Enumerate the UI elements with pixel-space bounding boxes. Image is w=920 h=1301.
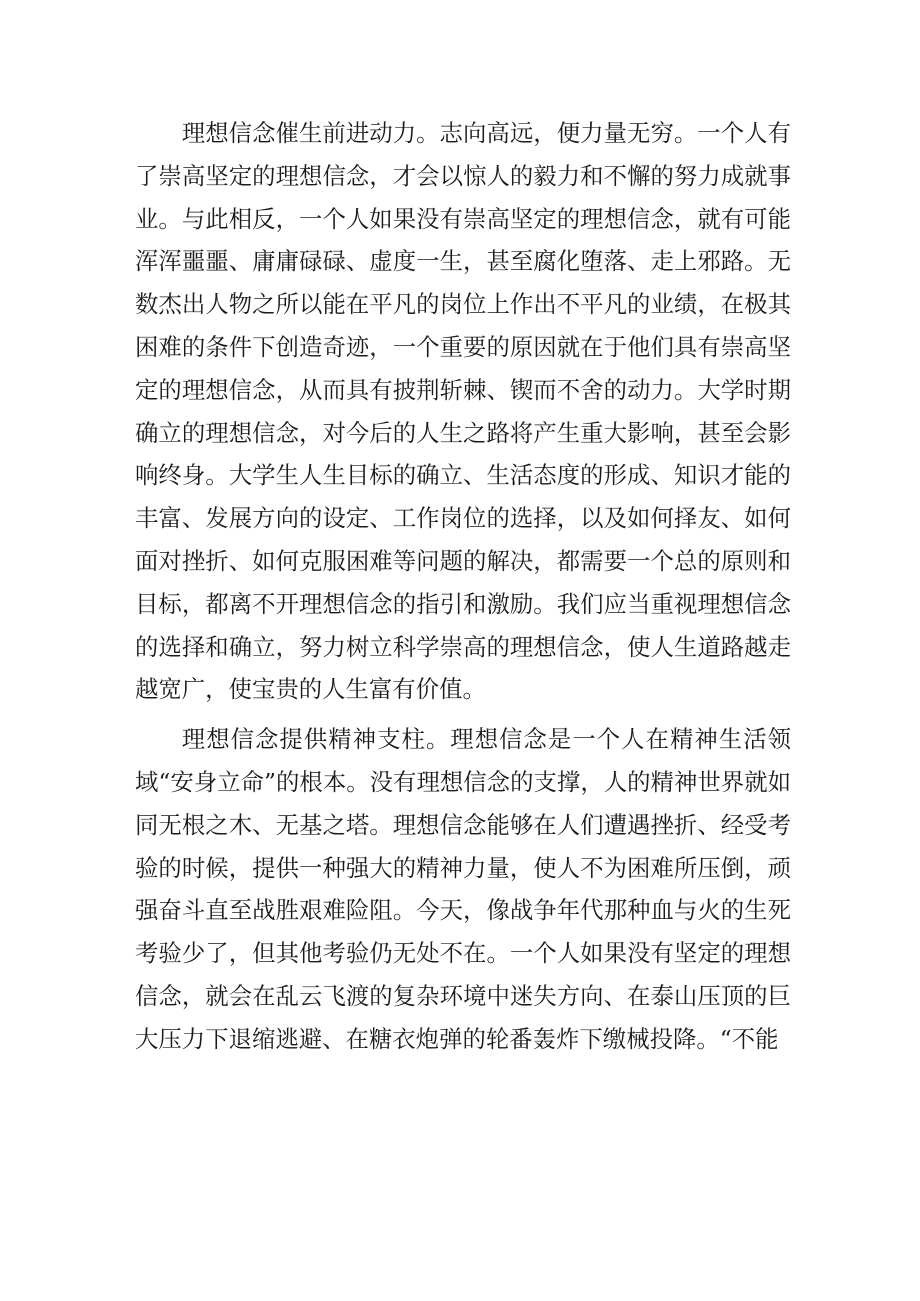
paragraph-ideal-spiritual-pillar: 理想信念提供精神支柱。理想信念是一个人在精神生活领域“安身立命”的根本。没有理想信念的支撑，人的精神世界就如同无根之木、无基之塔。理想信念能够在人们遭遇挫折、经受考验的时候，提供一种强大的精神力量，使人不为困难所压倒，顽强奋斗直至战胜艰难险阻。今天，像战争年代那种血与火的生死考验少了，但其他考验仍无处不在。一个人如果没有坚定的理想信念，就会在乱云飞渡的复杂环境中迷失方向、在泰山压顶的巨大压力下退缩逃避、在糖衣炮弹的轮番轰炸下缴械投降。“不能 (135, 725, 791, 1053)
document-body (135, 112, 791, 1061)
paragraph-ideal-motivation: 理想信念催生前进动力。志向高远，便力量无穷。一个人有了崇高坚定的理想信念，才会以惊人的毅力和不懈的努力成就事业。与此相反，一个人如果没有崇高坚定的理想信念，就有可能浑浑噩噩、庸庸碌碌、虚度一生，甚至腐化堕落、走上邪路。无数杰出人物之所以能在平凡的岗位上作出不平凡的业绩，在极其困难的条件下创造奇迹，一个重要的原因就在于他们具有崇高坚定的理想信念，从而具有披荆斩棘、锲而不舍的动力。大学时期确立的理想信念，对今后的人生之路将产生重大影响，甚至会影响终身。大学生人生目标的确立、生活态度的形成、知识才能的丰富、发展方向的设定、工作岗位的选择，以及如何择友、如何面对挫折、如何克服困难等问题的解决，都需要一个总的原则和目标，都离不开理想信念的指引和激励。我们应当重视理想信念的选择和确立，努力树立科学崇高的理想信念，使人生道路越走越宽广，使宝贵的人生富有价值。 (135, 119, 791, 704)
